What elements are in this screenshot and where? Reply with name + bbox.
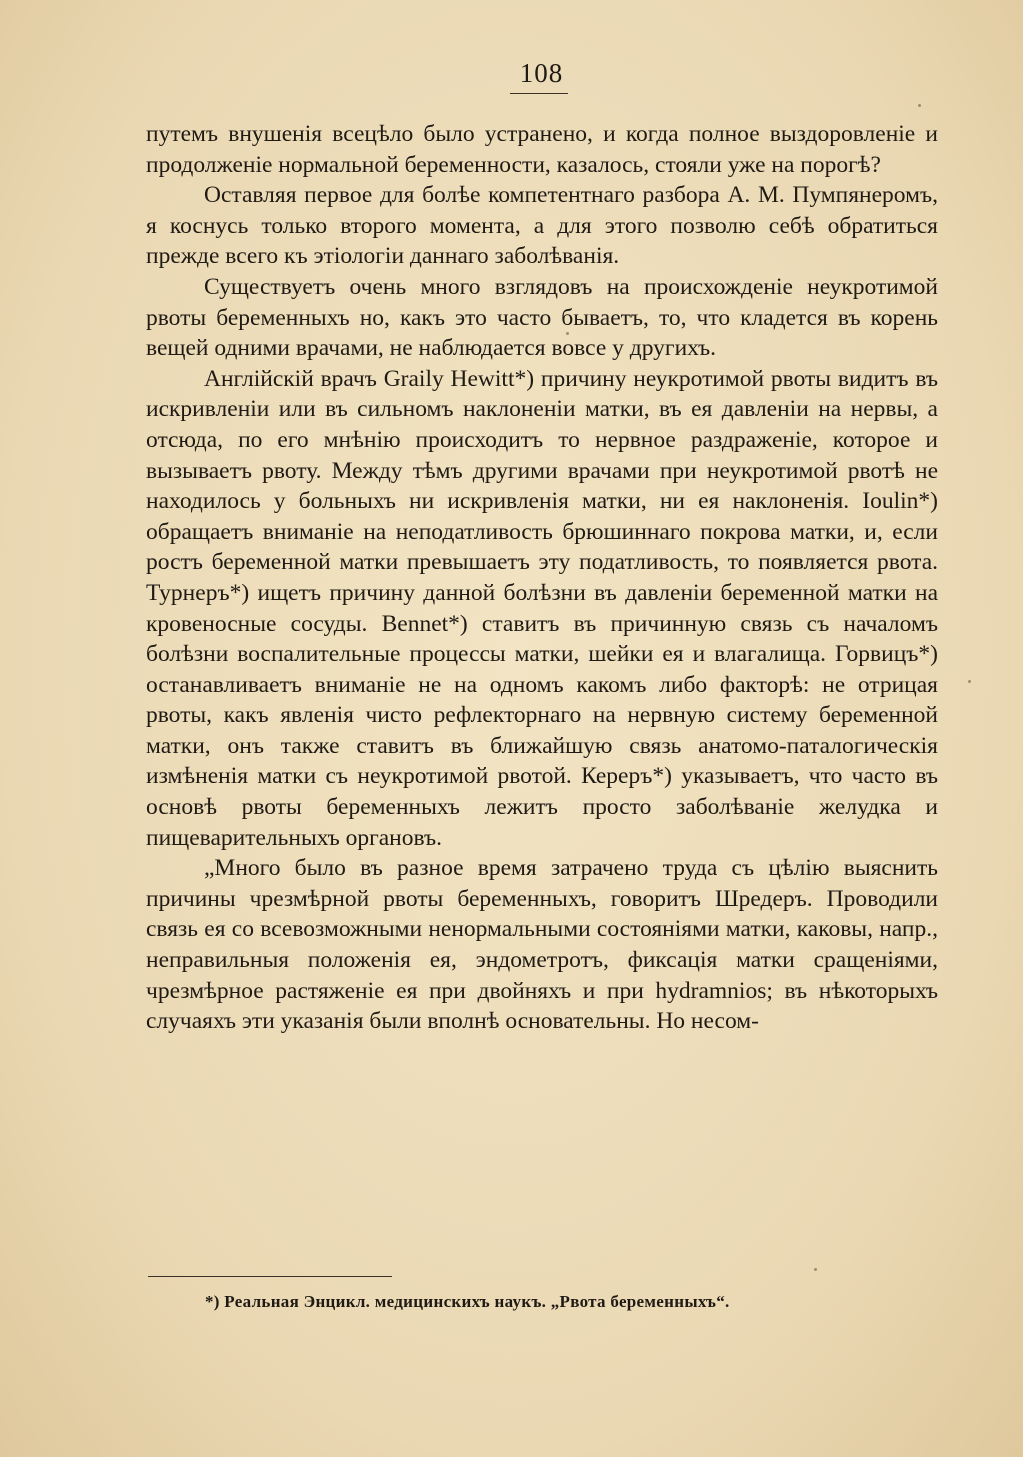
paragraph-views: Существуетъ очень много взглядовъ на происхожденіе неукротимой рвоты беременныхъ но, какъ это часто бываетъ, то, что кладется въ корень вещей одними врачами, не наблюдается вовсе у другихъ. — [146, 273, 938, 362]
paper-speck — [566, 332, 569, 335]
paragraph-continuation: путемъ внушенія всецѣло было устранено, и когда полное выздоровленіе и продолженіе нормальной беременности, казалось, стояли уже на порогѣ? — [146, 121, 938, 178]
paragraph-physicians: Англійскій врачъ Graily Hewitt*) причину неукротимой рвоты видитъ въ искривленіи или въ сильномъ наклоненіи матки, въ ея давленіи на нервы, а отсюда, по его мнѣнію происходитъ то нервное раздраженіе, которое и вызываетъ рвоту. Между тѣмъ другими врачами при неукротимой рвотѣ не находилось у больныхъ ни искривленія матки, ни ея наклоненія. Ioulin*) обращаетъ вниманіе на неподатливость брюшиннаго покрова матки, и, если ростъ беременной матки превышаетъ эту податливость, то появляется рвота. Турнеръ*) ищетъ причину данной болѣзни въ давленіи беременной матки на кровеносные сосуды. Bennet*) ставитъ въ причинную связь съ началомъ болѣзни воспалительные процессы матки, шейки ея и влагалища. Горвицъ*) останавливаетъ вниманіе не на одномъ какомъ либо факторѣ: не отрицая рвоты, какъ явленія чисто рефлекторнаго на нервную систему беременной матки, онъ также ставитъ въ ближайшую связь анатомо-паталогическія измѣненія матки съ неукротимой рвотой. Кереръ*) указываетъ, что часто въ основѣ рвоты беременныхъ лежитъ просто заболѣваніе желудка и пищеварительныхъ органовъ. — [146, 365, 938, 851]
paper-speck — [814, 1268, 817, 1271]
paper-speck — [968, 680, 971, 683]
paragraph-etiology-intro: Оставляя первое для болѣе компетентнаго разбора А. М. Пумпянеромъ, я коснусь только второго момента, а для этого позволю себѣ обратиться прежде всего къ этіологіи даннаго заболѣванія. — [146, 182, 938, 270]
paragraph-schroeder-quote: „Много было въ разное время затрачено труда съ цѣлію выяснить причины чрезмѣрной рвоты беременныхъ, говоритъ Шредеръ. Проводили связь ея со всевозможными ненормальными состояніями матки, каковы, напр., неправильныя положенія ея, эндометротъ, фиксація матки сращеніями, чрезмѣрное растяженіе ея при двойняхъ и при hydramnios; въ нѣкоторыхъ случаяхъ эти указанія были вполнѣ основательны. Но несом- — [146, 855, 938, 1035]
paper-speck — [918, 104, 921, 107]
body-text — [146, 119, 938, 1037]
page-number-rule — [510, 93, 568, 94]
footnote-rule — [148, 1276, 392, 1277]
footnote: *) Реальная Энцикл. медицинскихъ наукъ. „Рвота беременныхъ“. — [205, 1292, 730, 1311]
page-number: 108 — [519, 58, 564, 88]
